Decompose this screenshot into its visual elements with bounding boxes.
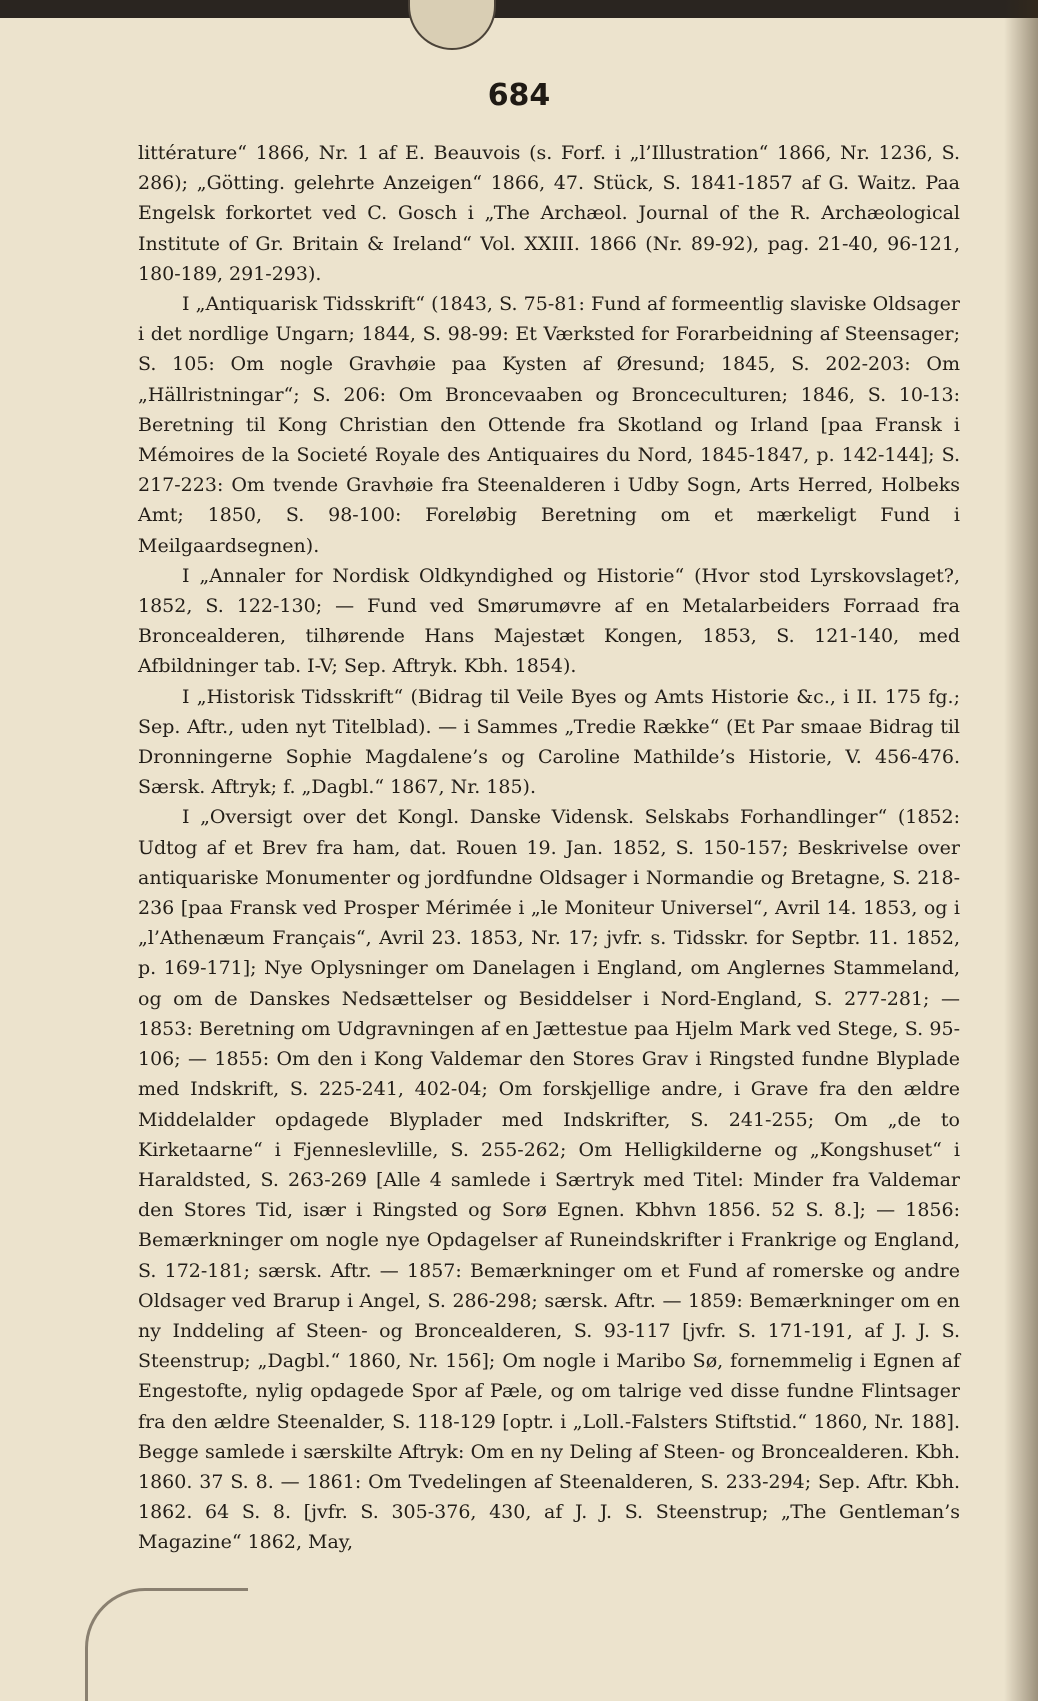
paragraph-annaler: I „Annaler for Nordisk Oldkyndighed og Historie“ (Hvor stod Lyrskovslaget?, 1852, S. 122-130; — Fund ved Smørumøvre af en Metalarbeiders Forraad fra Broncealderen, tilhørende Hans Majestæt Kongen, 1853, S. 121-140, med Afbildninger tab. I-V; Sep. Aftryk. Kbh. 1854).	[138, 564, 960, 678]
paragraph-continued: littérature“ 1866, Nr. 1 af E. Beauvois (s. Forf. i „l’Illustration“ 1866, Nr. 1236, S. 286); „Götting. gelehrte Anzeigen“ 1866, 47. Stück, S. 1841-1857 af G. Waitz. Paa Engelsk forkortet ved C. Gosch i „The Archæol. Journal of the R. Archæological Institute of Gr. Britain & Ireland“ Vol. XXIII. 1866 (Nr. 89-92), pag. 21-40, 96-121, 180-189, 291-293).	[138, 142, 960, 285]
paragraph-oversigt: I „Oversigt over det Kongl. Danske Vidensk. Selskabs Forhandlinger“ (1852: Udtog af et Brev fra ham, dat. Rouen 19. Jan. 1852, S. 150-157; Beskrivelse over antiquariske Monumenter og jordfundne Oldsager i Normandie og Bretagne, S. 218-236 [paa Fransk ved Prosper Mérimée i „le Moniteur Universel“, Avril 14. 1853, og i „l’Athenæum Français“, Avril 23. 1853, Nr. 17; jvfr. s. Tidsskr. for Septbr. 11. 1852, p. 169-171]; Nye Oplysninger om Danelagen i England, om Anglernes Stammeland, og om de Danskes Nedsættelser og Besiddelser i Nord-England, S. 277-281; — 1853: Beretning om Udgravningen af en Jættestue paa Hjelm Mark ved Stege, S. 95-106; — 1855: Om den i Kong Valdemar den Stores Grav i Ringsted fundne Blyplade med Indskrift, S. 225-241, 402-04; Om forskjellige andre, i Grave fra den ældre Middelalder opdagede Blyplader med Indskrifter, S. 241-255; Om „de to Kirketaarne“ i Fjenneslevlille, S. 255-262; Om Helligkilderne og „Kongshuset“ i Haraldsted, S. 263-269 [Alle 4 samlede i Særtryk med Titel: Minder fra Valdemar den Stores Tid, især i Ringsted og Sorø Egnen. Kbhvn 1856. 52 S. 8.]; — 1856: Bemærkninger om nogle nye Opdagelser af Runeindskrifter i Frankrige og England, S. 172-181; særsk. Aftr. — 1857: Bemærkninger om et Fund af romerske og andre Oldsager ved Brarup i Angel, S. 286-298; særsk. Aftr. — 1859: Bemærkninger om en ny Inddeling af Steen- og Broncealderen, S. 93-117 [jvfr. S. 171-191, af J. J. S. Steenstrup; „Dagbl.“ 1860, Nr. 156]; Om nogle i Maribo Sø, fornemmelig i Egnen af Engestofte, nylig opdagede Spor af Pæle, og om talrige ved disse fundne Flintsager fra den ældre Steenalder, S. 118-129 [optr. i „Loll.-Falsters Stiftstid.“ 1860, Nr. 188]. Begge samlede i særskilte Aftryk: Om en ny Deling af Steen- og Broncealderen. Kbh. 1860. 37 S. 8. — 1861: Om Tvedelingen af Steenalderen, S. 233-294; Sep. Aftr. Kbh. 1862. 64 S. 8. [jvfr. S. 305-376, 430, af J. J. S. Steenstrup; „The Gentleman’s Magazine“ 1862, May,	[138, 806, 960, 1554]
clip-outline	[85, 1588, 248, 1701]
body-text	[138, 138, 960, 1558]
page-number: 684	[487, 78, 551, 113]
binding-tab	[408, 0, 496, 50]
page-edge-shadow	[1004, 0, 1038, 1701]
paragraph-antiquarisk-tidsskrift: I „Antiquarisk Tidsskrift“ (1843, S. 75-81: Fund af formeentlig slaviske Oldsager i det nordlige Ungarn; 1844, S. 98-99: Et Værksted for Forarbeidning af Steensager; S. 105: Om nogle Gravhøie paa Kysten af Øresund; 1845, S. 202-203: Om „Hällristningar“; S. 206: Om Broncevaaben og Bronceculturen; 1846, S. 10-13: Beretning til Kong Christian den Ottende fra Skotland og Irland [paa Fransk i Mémoires de la Societé Royale des Antiquaires du Nord, 1845-1847, p. 142-144]; S. 217-223: Om tvende Gravhøie fra Steenalderen i Udby Sogn, Arts Herred, Holbeks Amt; 1850, S. 98-100: Foreløbig Beretning om et mærkeligt Fund i Meilgaardsegnen).	[138, 293, 960, 557]
scan-top-edge	[0, 0, 1038, 18]
paragraph-historisk-tidsskrift: I „Historisk Tidsskrift“ (Bidrag til Veile Byes og Amts Historie &c., i II. 175 fg.; Sep. Aftr., uden nyt Titelblad). — i Sammes „Tredie Række“ (Et Par smaae Bidrag til Dronningerne Sophie Magdalene’s og Caroline Mathilde’s Historie, V. 456-476. Særsk. Aftryk; f. „Dagbl.“ 1867, Nr. 185).	[138, 685, 960, 799]
